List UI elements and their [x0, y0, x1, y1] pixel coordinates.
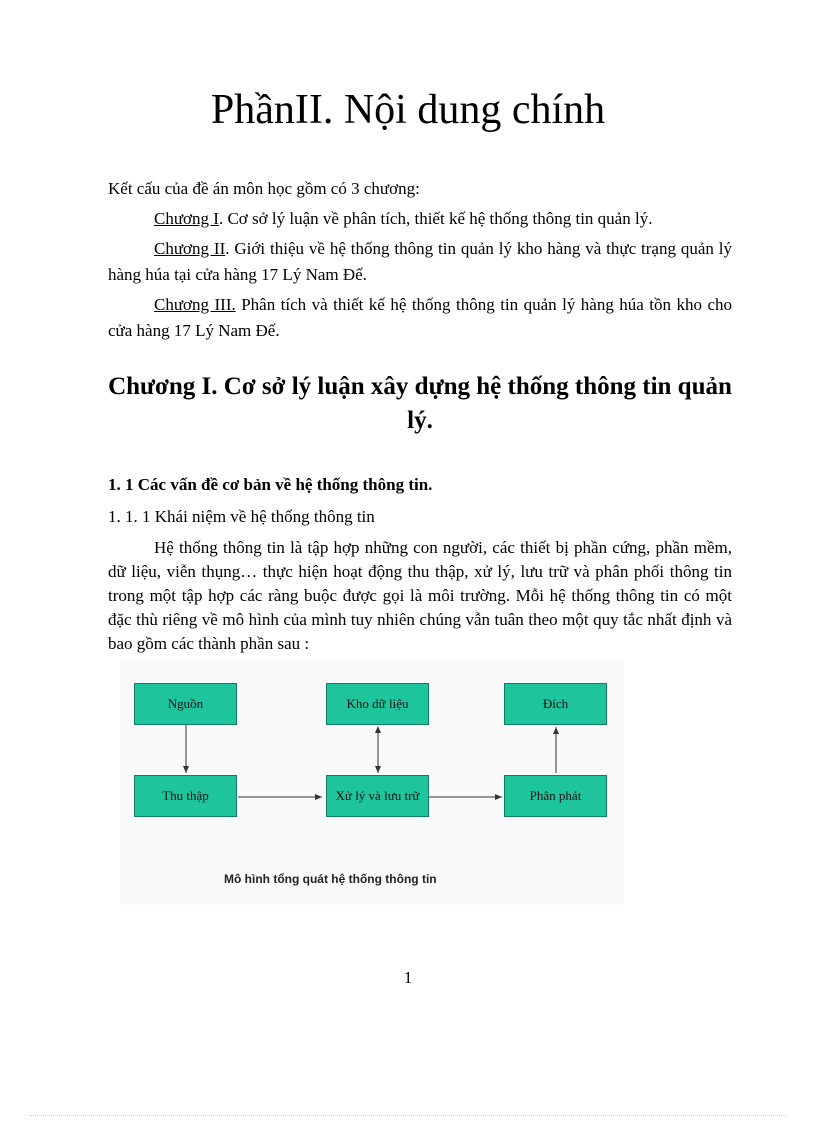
chapter-3-label: Chương III.	[154, 295, 236, 314]
chapter-2-text: . Giới thiệu về hệ thống thông tin quản lý kho hàng và thực trạng quản lý hàng húa tại cửa hàng 17 Lý Nam Đế.	[108, 239, 732, 284]
body-paragraph: Hệ thống thông tin là tập hợp những con người, các thiết bị phần cứng, phần mềm, dữ liệu, viễn thụng… thực hiện hoạt động thu thập, xử lý, lưu trữ và phân phối thông tin trong một tập hợp các ràng buộc được gọi là môi trường. Mỗi hệ thống thông tin có một đặc thù riêng về mô hình của mình tuy nhiên chúng vẫn tuân theo một quy tắc nhất định và bao gồm các thành phần sau :	[108, 538, 732, 653]
box-distribute: Phân phát	[504, 775, 607, 817]
box-collect: Thu thập	[134, 775, 237, 817]
box-source: Nguồn	[134, 683, 237, 725]
box-storage: Kho dữ liệu	[326, 683, 429, 725]
chapter-3-text: Phân tích và thiết kế hệ thống thông tin quản lý hàng húa tồn kho cho cửa hàng 17 Lý Nam Đế.	[108, 295, 732, 340]
subsection-title: 1. 1. 1 Khái niệm về hệ thống thông tin	[108, 507, 375, 526]
box-destination: Đích	[504, 683, 607, 725]
diagram-caption: Mô hình tổng quát hệ thống thông tin	[224, 872, 437, 886]
chapter-1-label: Chương I	[154, 209, 219, 228]
section-title: 1. 1 Các vấn đề cơ bản về hệ thống thông tin.	[108, 475, 433, 494]
chapter-2-label: Chương II	[154, 239, 226, 258]
box-process: Xử lý và lưu trữ	[326, 775, 429, 817]
part-title: PhầnII. Nội dung chính	[210, 87, 606, 133]
chapter-2-summary	[108, 236, 732, 288]
chapter-3-summary	[108, 292, 732, 344]
chapter-title: Chương I. Cơ sở lý luận xây dựng hệ thống thông tin quản lý.	[108, 373, 732, 434]
page-bottom-border	[30, 1115, 786, 1116]
chapter-1-text: . Cơ sở lý luận về phân tích, thiết kế hệ thống thông tin quản lý.	[218, 209, 653, 228]
chapter-1-summary	[108, 206, 732, 232]
info-system-diagram	[120, 660, 624, 905]
page-number: 1	[403, 968, 413, 987]
intro-text: Kết cấu của đề án môn học gồm có 3 chương:	[108, 179, 420, 198]
